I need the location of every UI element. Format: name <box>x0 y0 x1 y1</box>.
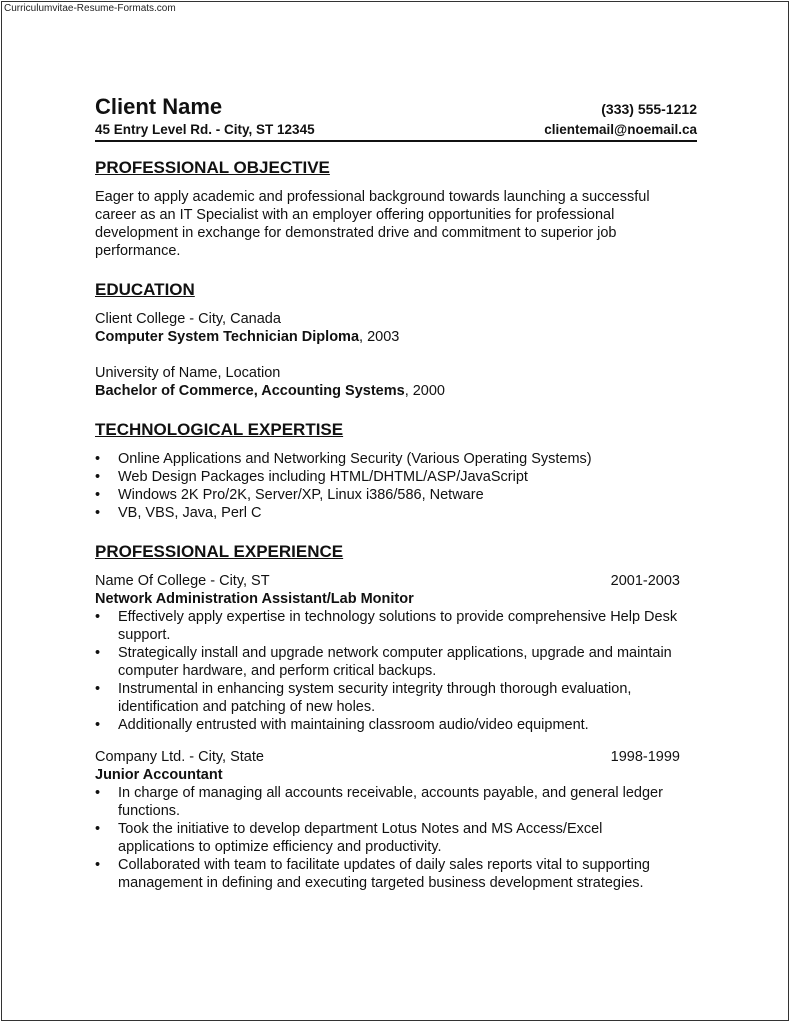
bullet-icon: • <box>95 609 101 625</box>
bullet-icon: • <box>95 645 101 661</box>
school: Client College - City, Canada <box>95 311 281 327</box>
list-item <box>95 644 678 680</box>
bullet-icon: • <box>95 681 101 697</box>
bullet-icon: • <box>95 505 101 521</box>
duties-list <box>95 608 697 734</box>
list-item <box>95 820 678 856</box>
section-title-education: EDUCATION <box>95 280 195 299</box>
section-title-objective: PROFESSIONAL OBJECTIVE <box>95 158 330 177</box>
client-name: Client Name <box>95 94 223 119</box>
list-item <box>95 680 678 716</box>
job-position: Junior Accountant <box>95 767 223 783</box>
job-entry <box>95 572 697 734</box>
address: 45 Entry Level Rd. - City, ST 12345 <box>95 122 315 137</box>
header-top-row <box>95 94 697 120</box>
degree-line <box>95 382 697 400</box>
email: clientemail@noemail.ca <box>544 122 697 137</box>
list-item-text: Instrumental in enhancing system security integrity through thorough evaluation, identification and patching of new holes. <box>118 681 632 715</box>
bullet-icon: • <box>95 717 101 733</box>
bullet-icon: • <box>95 451 101 467</box>
list-item-text: Collaborated with team to facilitate updates of daily sales reports vital to supporting management in defining and executing targeted business development strategies. <box>118 857 650 891</box>
job-entry <box>95 748 697 892</box>
list-item <box>95 486 678 504</box>
header-sub-row <box>95 121 697 138</box>
job-header <box>95 572 680 590</box>
list-item <box>95 504 678 522</box>
list-item-text: Strategically install and upgrade network computer applications, upgrade and maintain computer hardware, and perform critical backups. <box>118 645 672 679</box>
degree: Bachelor of Commerce, Accounting Systems <box>95 383 405 399</box>
school: University of Name, Location <box>95 365 281 381</box>
list-item <box>95 468 678 486</box>
bullet-icon: • <box>95 857 101 873</box>
job-dates: 1998-1999 <box>610 749 680 765</box>
list-item-text: VB, VBS, Java, Perl C <box>118 505 262 521</box>
list-item <box>95 608 678 644</box>
duties-list <box>95 784 697 892</box>
bullet-icon: • <box>95 487 101 503</box>
job-position: Network Administration Assistant/Lab Monitor <box>95 591 414 607</box>
degree-year: , 2000 <box>404 383 446 399</box>
expertise-list <box>95 450 697 522</box>
list-item-text: Additionally entrusted with maintaining classroom audio/video equipment. <box>118 717 589 733</box>
bullet-icon: • <box>95 821 101 837</box>
employer: Name Of College - City, ST <box>95 573 270 589</box>
degree: Computer System Technician Diploma <box>95 329 360 345</box>
education-list <box>95 310 697 400</box>
list-item <box>95 450 678 468</box>
education-item <box>95 364 697 400</box>
bullet-icon: • <box>95 469 101 485</box>
list-item-text: Effectively apply expertise in technology solutions to provide comprehensive Help Desk support. <box>118 609 678 643</box>
employer: Company Ltd. - City, State <box>95 749 264 765</box>
list-item <box>95 856 678 892</box>
list-item <box>95 716 678 734</box>
list-item-text: Online Applications and Networking Security (Various Operating Systems) <box>118 451 592 467</box>
job-dates: 2001-2003 <box>610 573 680 589</box>
list-item-text: Windows 2K Pro/2K, Server/XP, Linux i386/586, Netware <box>118 487 484 503</box>
section-title-expertise: TECHNOLOGICAL EXPERTISE <box>95 420 344 439</box>
list-item-text: In charge of managing all accounts receivable, accounts payable, and general ledger functions. <box>118 785 663 819</box>
education-item <box>95 310 697 346</box>
phone-number: (333) 555-1212 <box>601 101 697 117</box>
degree-line <box>95 328 697 346</box>
header-rule <box>95 140 697 142</box>
section-title-experience: PROFESSIONAL EXPERIENCE <box>95 542 344 561</box>
watermark: Curriculumvitae-Resume-Formats.com <box>4 3 176 14</box>
resume-page <box>95 94 697 906</box>
list-item <box>95 784 678 820</box>
bullet-icon: • <box>95 785 101 801</box>
list-item-text: Took the initiative to develop department Lotus Notes and MS Access/Excel applications to optimize efficiency and productivity. <box>118 821 603 855</box>
objective-text: Eager to apply academic and professional background towards launching a successful career as an IT Specialist with an employer offering opportunities for professional development in exchange for demonstrated drive and commitment to superior job performance. <box>95 189 650 259</box>
list-item-text: Web Design Packages including HTML/DHTML/ASP/JavaScript <box>118 469 528 485</box>
degree-year: , 2003 <box>359 329 400 345</box>
job-header <box>95 748 680 766</box>
